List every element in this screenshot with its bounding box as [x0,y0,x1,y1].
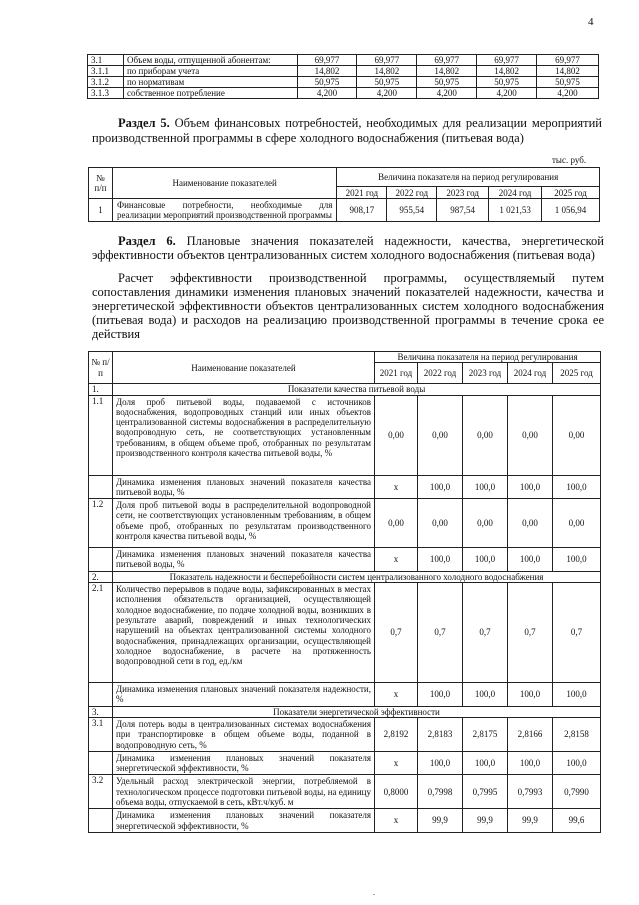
table3-row [89,683,601,707]
table3-value: 0,00 [508,499,553,548]
table3-year-label: 2025 год [560,368,593,379]
table1-value: 4,200 [537,88,599,99]
table1-row [88,77,599,88]
table3-section-num: 1. [89,384,113,395]
table1-row-num: 3.1.2 [88,77,124,88]
table2-col-group: Величина показателя на период регулирования [337,168,600,187]
table1-row-name: собственное потребление [123,88,297,99]
table3-value: 2,8158 [553,717,601,751]
table1-row [88,88,599,99]
table2-value: 987,54 [437,199,489,222]
table3-value: 100,0 [553,751,601,775]
table3-value: 100,0 [418,683,463,707]
table3-value: 2,8175 [463,717,508,751]
table1-value: 50,975 [297,77,357,88]
table3-row-name: Динамика изменения плановых значений показателя энергетической эффективности, % [113,809,375,833]
table3-value: 100,0 [508,683,553,707]
table3-value: 100,0 [418,548,463,572]
table3-row-name: Доля проб питьевой воды, подаваемой с источников водоснабжения, водопроводных станций или иных объектов централизованной системы водоснабжения в распределительную водопроводную сеть, не соответствующих установленным требованиям, в общем объеме проб, отобранных по результатам производственного контроля качества питьевой воды, % [113,395,375,475]
table3-row-name: Доля потерь воды в централизованных системах водоснабжения при транспортировке в общем объеме воды, поданной в водопроводную сеть, % [113,717,375,751]
table3-value: 0,00 [553,395,601,475]
table2-year: 2024 год [489,187,542,199]
table3-section-row [89,571,601,582]
table2-row-name: Финансовые потребности, необходимые для реализации мероприятий производственной программы [112,199,336,222]
table1-row [88,66,599,77]
table3-row-num: 3.2 [89,775,113,809]
table3-value: 0,00 [553,499,601,548]
table3-row-num: 2.1 [89,583,113,683]
table2-year: 2022 год [387,187,437,199]
table3-row-num: 3.1 [89,717,113,751]
table3-year [553,363,601,384]
table3-row [89,548,601,572]
table3-row-name: Удельный расход электрической энергии, потребляемой в технологическом процессе подготовки питьевой воды, на единицу объема воды, отпускаемой в сеть, кВт.ч/куб. м [113,775,375,809]
table3-col-num: № п/п [89,352,113,384]
footer-mark: . [373,888,375,897]
table2-year: 2025 год [542,187,600,199]
table3-row [89,809,601,833]
table3-value: 0,7 [508,583,553,683]
table3-row-num [89,475,113,499]
table3-value: 100,0 [553,475,601,499]
table1-value: 69,977 [417,55,477,66]
table3-row-num [89,809,113,833]
table3-year-label: 2024 год [513,368,547,379]
table3-section-row [89,384,601,395]
table3-value: х [375,683,418,707]
table2-row-num: 1 [89,199,113,222]
table3-value: 100,0 [508,475,553,499]
table3-value: 100,0 [463,683,508,707]
table3-year [418,363,463,384]
table3-row-name: Динамика изменения плановых значений показателя надежности, % [113,683,375,707]
table3-value: 99,9 [418,809,463,833]
table3-row [89,751,601,775]
indicators-table [88,351,601,833]
table3-section-num: 3. [89,706,113,717]
table3-section-title: Показатели энергетической эффективности [113,706,601,717]
table3-row-name: Количество перерывов в подаче воды, зафиксированных в местах исполнения обязательств организацией, осуществляющей холодное водоснабжение, по подаче холодной воды, возникших в результате аварий, повреждений и иных технологических нарушений на объектах централизованной системы холодного водоснабжения, принадлежащих организации, осуществляющей холодное водоснабжение, в расчете на протяженность водопроводной сети в год, ед./км [113,583,375,683]
table3-value: 100,0 [553,683,601,707]
table3-value: 0,7993 [508,775,553,809]
table3-value: 0,00 [463,499,508,548]
table3-year-label: 2023 год [468,368,502,379]
table1-row-num: 3.1 [88,55,124,66]
table3-row-num [89,683,113,707]
table3-value: 2,8166 [508,717,553,751]
financial-needs-table [88,167,600,222]
table2-year: 2021 год [337,187,387,199]
table1-value: 14,802 [537,66,599,77]
table3-value: 0,00 [418,499,463,548]
table3-row [89,395,601,475]
table1-value: 69,977 [537,55,599,66]
section5-heading [92,116,602,146]
table3-section-title: Показатель надежности и бесперебойности систем централизованного холодного водоснабжения [113,571,601,582]
water-volume-table [87,54,599,99]
table3-section-title: Показатели качества питьевой воды [113,384,601,395]
table1-value: 4,200 [357,88,417,99]
table1-value: 50,975 [537,77,599,88]
table1-value: 69,977 [297,55,357,66]
table3-value: 0,7 [463,583,508,683]
table1-value: 69,977 [477,55,537,66]
table3-value: 99,9 [463,809,508,833]
table1-row [88,55,599,66]
table3-row-num: 1.1 [89,395,113,475]
table3-value: х [375,809,418,833]
table3-row-num: 1.2 [89,499,113,548]
table1-row-num: 3.1.1 [88,66,124,77]
section5-title: Объем финансовых потребностей, необходимых для реализации мероприятий производственной программы в сфере холодного водоснабжения (питьевая вода) [92,116,602,145]
table1-value: 14,802 [417,66,477,77]
table3-value: 0,00 [375,395,418,475]
table2-value: 908,17 [337,199,387,222]
section6-label: Раздел 6. [118,234,176,248]
table3-value: 0,7 [553,583,601,683]
table3-value: 100,0 [508,751,553,775]
table1-value: 4,200 [477,88,537,99]
table3-section-row [89,706,601,717]
table3-year [463,363,508,384]
table3-row [89,475,601,499]
table3-year [375,363,418,384]
table3-value: 0,7 [375,583,418,683]
table3-value: 100,0 [463,475,508,499]
table3-value: 100,0 [418,475,463,499]
table1-value: 50,975 [357,77,417,88]
table2-col-num: № п/п [89,168,113,199]
table3-value: 0,00 [418,395,463,475]
table3-row [89,583,601,683]
table2-value: 1 021,53 [489,199,542,222]
table3-value: 0,00 [508,395,553,475]
table3-value: х [375,548,418,572]
table3-value: 99,6 [553,809,601,833]
table2-value: 955,54 [387,199,437,222]
section5-label: Раздел 5. [118,116,170,130]
table3-value: х [375,751,418,775]
table1-row-name: по приборам учета [123,66,297,77]
table1-value: 14,802 [357,66,417,77]
table3-value: 0,8000 [375,775,418,809]
table3-section-num: 2. [89,571,113,582]
table3-col-name: Наименование показателей [113,352,375,384]
table1-value: 4,200 [417,88,477,99]
table1-row-num: 3.1.3 [88,88,124,99]
table3-year [508,363,553,384]
table3-row-num [89,751,113,775]
table1-value: 69,977 [357,55,417,66]
table3-year-label: 2021 год [379,368,413,379]
table1-value: 50,975 [477,77,537,88]
table3-value: 100,0 [418,751,463,775]
page-number: 4 [588,16,594,28]
table3-value: х [375,475,418,499]
table3-value: 0,7998 [418,775,463,809]
table3-value: 100,0 [508,548,553,572]
table1-value: 4,200 [297,88,357,99]
table2-year: 2023 год [437,187,489,199]
table1-value: 14,802 [297,66,357,77]
table3-row [89,499,601,548]
table1-row-name: Объем воды, отпущенной абонентам: [123,55,297,66]
table2-value: 1 056,94 [542,199,600,222]
table3-value: 2,8183 [418,717,463,751]
table3-value: 100,0 [463,751,508,775]
section6-paragraph: Расчет эффективности производственной программы, осуществляемый путем сопоставления динамики изменения плановых значений показателей надежности, качества и энергетической эффективности объектов централизованных систем холодного водоснабжения (питьевая вода) и расходов на реализацию производственной программы в течение срока ее действия [92,271,604,341]
table3-value: 2,8192 [375,717,418,751]
units-label: тыс. руб. [552,155,587,165]
section6-title: Плановые значения показателей надежности, качества, энергетической эффективности объектов централизованных систем холодного водоснабжения (питьевая вода) [92,234,605,262]
table3-value: 0,00 [463,395,508,475]
table3-col-group: Величина показателя на период регулирования [375,352,601,363]
table3-row-name: Динамика изменения плановых значений показателя энергетической эффективности, % [113,751,375,775]
table3-row-name: Динамика изменения плановых значений показателя качества питьевой воды, % [113,475,375,499]
table3-row [89,717,601,751]
table3-year-label: 2022 год [423,368,457,379]
table3-row-name: Динамика изменения плановых значений показателя качества питьевой воды, % [113,548,375,572]
table3-value: 0,00 [375,499,418,548]
table1-value: 14,802 [477,66,537,77]
table3-value: 100,0 [553,548,601,572]
table3-value: 100,0 [463,548,508,572]
table1-value: 50,975 [417,77,477,88]
table3-row [89,775,601,809]
table2-col-name: Наименование показателей [112,168,336,199]
table1-row-name: по нормативам [123,77,297,88]
table3-value: 0,7995 [463,775,508,809]
table3-value: 0,7990 [553,775,601,809]
table3-value: 0,7 [418,583,463,683]
section6-heading [92,234,604,262]
table3-row-num [89,548,113,572]
table3-row-name: Доля проб питьевой воды в распределительной водопроводной сети, не соответствующих установленным требованиям, в общем объеме проб, отобранных по результатам производственного контроля качества питьевой воды, % [113,499,375,548]
table3-value: 99,9 [508,809,553,833]
